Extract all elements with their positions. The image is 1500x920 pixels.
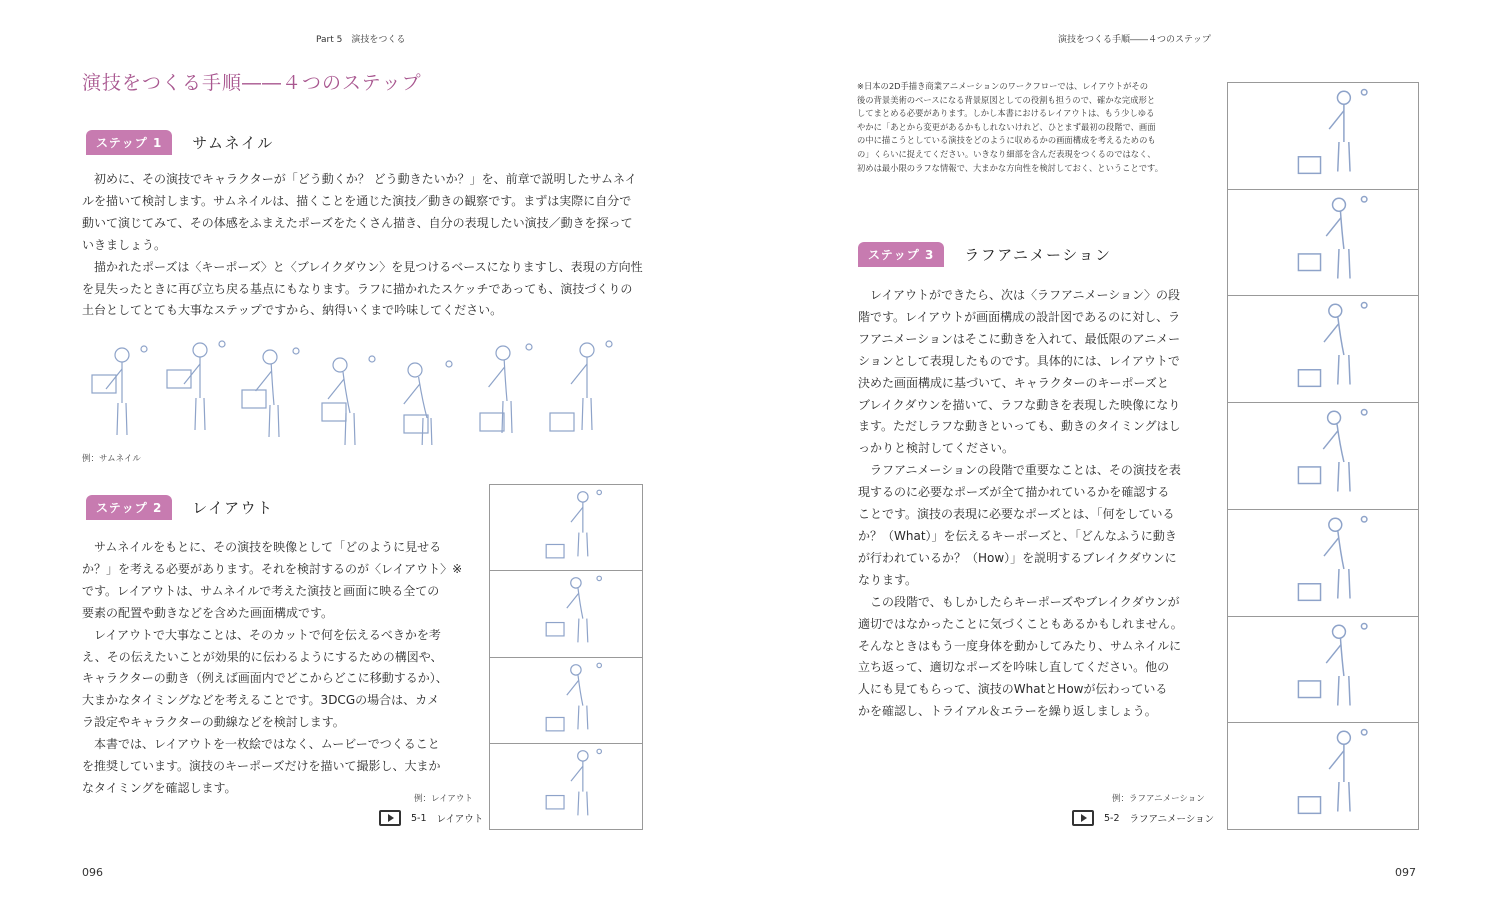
figure-sketch [546,576,601,642]
animation-frame [490,744,642,829]
rough-animation-frames [1227,82,1419,830]
page-number-left: 096 [82,866,103,879]
text-line: 要素の配置や動きなどを含めた画面構成です。 [82,605,334,620]
animation-frame [1228,83,1418,190]
figure-sketch [550,341,612,431]
text-line: なります。 [858,572,918,587]
text-line: 現するのに必要なポーズが全て描かれているかを確認する [858,485,1170,500]
thumbnail-sketches [82,335,642,445]
film-icon [379,810,401,826]
text-line: か？」を考える必要があります。それを検討するのが〈レイアウト〉※ [82,561,463,576]
step2-heading: レイアウト [192,499,274,517]
text-line: 決めた画面構成に基づいて、キャラクターのキーポーズと [858,375,1169,390]
text-line: を見失ったときに再び立ち戻る基点にもなります。ラフに描かれたスケッチであっても、演技づくりの [82,281,633,296]
figure-sketch [322,356,375,445]
animation-frame [1228,617,1418,724]
page-number-right: 097 [1395,866,1416,879]
step1-body [82,169,643,322]
animation-frame [490,571,642,657]
animation-frame [490,658,642,744]
text-line: え、その伝えたいことが効果的に伝わるようにするための構図や、 [82,649,443,664]
text-line: ※日本の2D手描き商業アニメーションのワークフローでは、レイアウトがその [857,81,1149,91]
step3-body [858,285,1183,723]
figure-sketch [546,663,601,731]
step3-caption: 例：ラフアニメーション [1112,794,1205,804]
video-link-5-1[interactable] [379,810,483,826]
text-line: レイアウトができたら、次は〈ラフアニメーション〉の段 [858,288,1180,302]
text-line: 初めは最小限のラフな情報で、大まかな方向性を検討しておく、ということです。 [857,162,1163,173]
text-line: ルを描いて検討します。サムネイルは、描くことを通じた演技／動きの観察です。まずは実際に自分で [82,193,632,208]
text-line: いきましょう。 [82,237,167,252]
step1-caption: 例：サムネイル [82,454,141,464]
figure-sketch [546,490,601,558]
figure-sketch [1298,623,1367,705]
text-line: 階です。レイアウトが画面構成の設計図であるのに対し、ラ [858,309,1181,324]
text-line: ションとして表現したものです。具体的には、レイアウトで [858,353,1180,368]
text-line: の」くらいに捉えてください。いきなり細部を含んだ表現をつくるのではなく、 [857,148,1156,159]
text-line: サムネイルをもとに、その演技を映像として「どのように見せる [82,540,442,554]
animation-frame [1228,190,1418,297]
figure-sketch [404,361,452,445]
text-line: そんなときはもう一度身体を動かしてみたり、サムネイルに [858,638,1182,653]
text-line: か？（What）」を伝えるキーポーズと、「どんなふうに動き [858,528,1177,543]
text-line: 描かれたポーズは〈キーポーズ〉と〈ブレイクダウン〉を見つけるベースになりますし、表現の方向性 [82,259,643,274]
text-line: ことです。演技の表現に必要なポーズとは、「何をしている [858,507,1175,522]
footnote [857,80,1163,175]
running-head-left: Part 5 演技をつくる [316,35,406,45]
text-line: してまとめる必要があります。しかし本書におけるレイアウトは、もう少しゆる [857,108,1155,119]
figure-sketch [92,346,147,435]
step2-badge: ステップ 2 [86,495,172,520]
text-line: 適切ではなかったことに気づくこともあるかもしれません。 [858,616,1183,631]
text-line: 動いて演じてみて、その体感をふまえたポーズをたくさん描き、自分の表現したい演技／動きを探って [82,215,633,230]
video-link-5-2[interactable] [1072,810,1214,826]
step1-heading: サムネイル [192,134,274,152]
animation-frame [1228,723,1418,829]
text-line: っかりと検討してください。 [858,441,1015,456]
text-line: フアニメーションはそこに動きを入れて、最低限のアニメー [858,331,1181,346]
animation-frame [1228,510,1418,617]
running-head-right: 演技をつくる手順――４つのステップ [1058,35,1211,45]
page-title: 演技をつくる手順――４つのステップ [82,72,422,94]
text-line: 後の背景美術のベースになる背景原図としての役割も担うので、確かな完成形と [857,94,1156,105]
text-line: ラ設定やキャラクターの動線などを検討します。 [82,715,345,730]
step2-body [82,537,462,800]
text-line: の中に描こうとしている演技をどのように収めるかの画面構成を考えるためのも [857,135,1156,146]
figure-sketch [1298,730,1367,814]
figure-sketch [546,749,601,815]
text-line: やかに「あとから変更があるかもしれないけれど、ひとまず最初の段階で、画面 [857,121,1156,132]
text-line: かを確認し、トライアル＆エラーを繰り返しましょう。 [858,704,1157,719]
text-line: を推奨しています。演技のキーポーズだけを描いて撮影し、大まか [82,759,441,774]
video-number: 5-1 [411,812,427,824]
figure-sketch [1298,196,1367,278]
text-line: キャラクターの動き（例えば画面内でどこからどこに移動するか）、 [82,671,448,686]
step2-caption: 例：レイアウト [414,794,473,804]
text-line: この段階で、もしかしたらキーポーズやブレイクダウンが [858,594,1180,609]
figure-sketch [242,348,299,437]
figure-sketch [480,344,532,433]
step3-header [858,242,1111,267]
animation-frame [1228,403,1418,510]
video-number: 5-2 [1104,812,1120,824]
figure-sketch [1298,516,1367,600]
text-line: ます。ただしラフな動きといっても、動きのタイミングはし [858,419,1181,434]
text-line: です。レイアウトは、サムネイルで考えた演技と画面に映る全ての [82,583,440,598]
step3-heading: ラフアニメーション [964,246,1112,264]
step1-header [86,130,274,155]
figure-sketch [167,341,225,430]
text-line: が行われているか？（How）」を説明するブレイクダウンに [858,550,1177,565]
step1-badge: ステップ 1 [86,130,172,155]
figure-sketch [1298,410,1367,492]
step2-header [86,495,274,520]
video-label: レイアウト [436,814,484,825]
step3-badge: ステップ 3 [858,242,944,267]
film-icon [1072,810,1094,826]
text-line: 初めに、その演技でキャラクターが「どう動くか？ どう動きたいか？」を、前章で説明したサムネイ [82,172,637,186]
text-line: 本書では、レイアウトを一枚絵ではなく、ムービーでつくること [82,737,440,752]
text-line: ブレイクダウンを描いて、ラフな動きを表現した映像になり [858,397,1181,412]
animation-frame [490,485,642,571]
text-line: 立ち返って、適切なポーズを吟味し直してください。他の [858,660,1170,675]
text-line: 大まかなタイミングなどを考えることです。3DCGの場合は、カメ [82,693,440,708]
text-line: 人にも見てもらって、演技のWhatとHowが伝わっている [858,682,1168,697]
text-line: ラフアニメーションの段階で重要なことは、その演技を表 [858,463,1181,478]
animation-frame [1228,296,1418,403]
figure-sketch [1298,303,1367,387]
figure-sketch [1298,89,1367,173]
text-line: レイアウトで大事なことは、そのカットで何を伝えるべきかを考 [82,627,441,642]
text-line: なタイミングを確認します。 [82,780,237,795]
video-label: ラフアニメーション [1129,814,1215,825]
text-line: 土台としてとても大事なステップですから、納得いくまで吟味してください。 [82,303,503,318]
layout-frames [489,484,643,830]
